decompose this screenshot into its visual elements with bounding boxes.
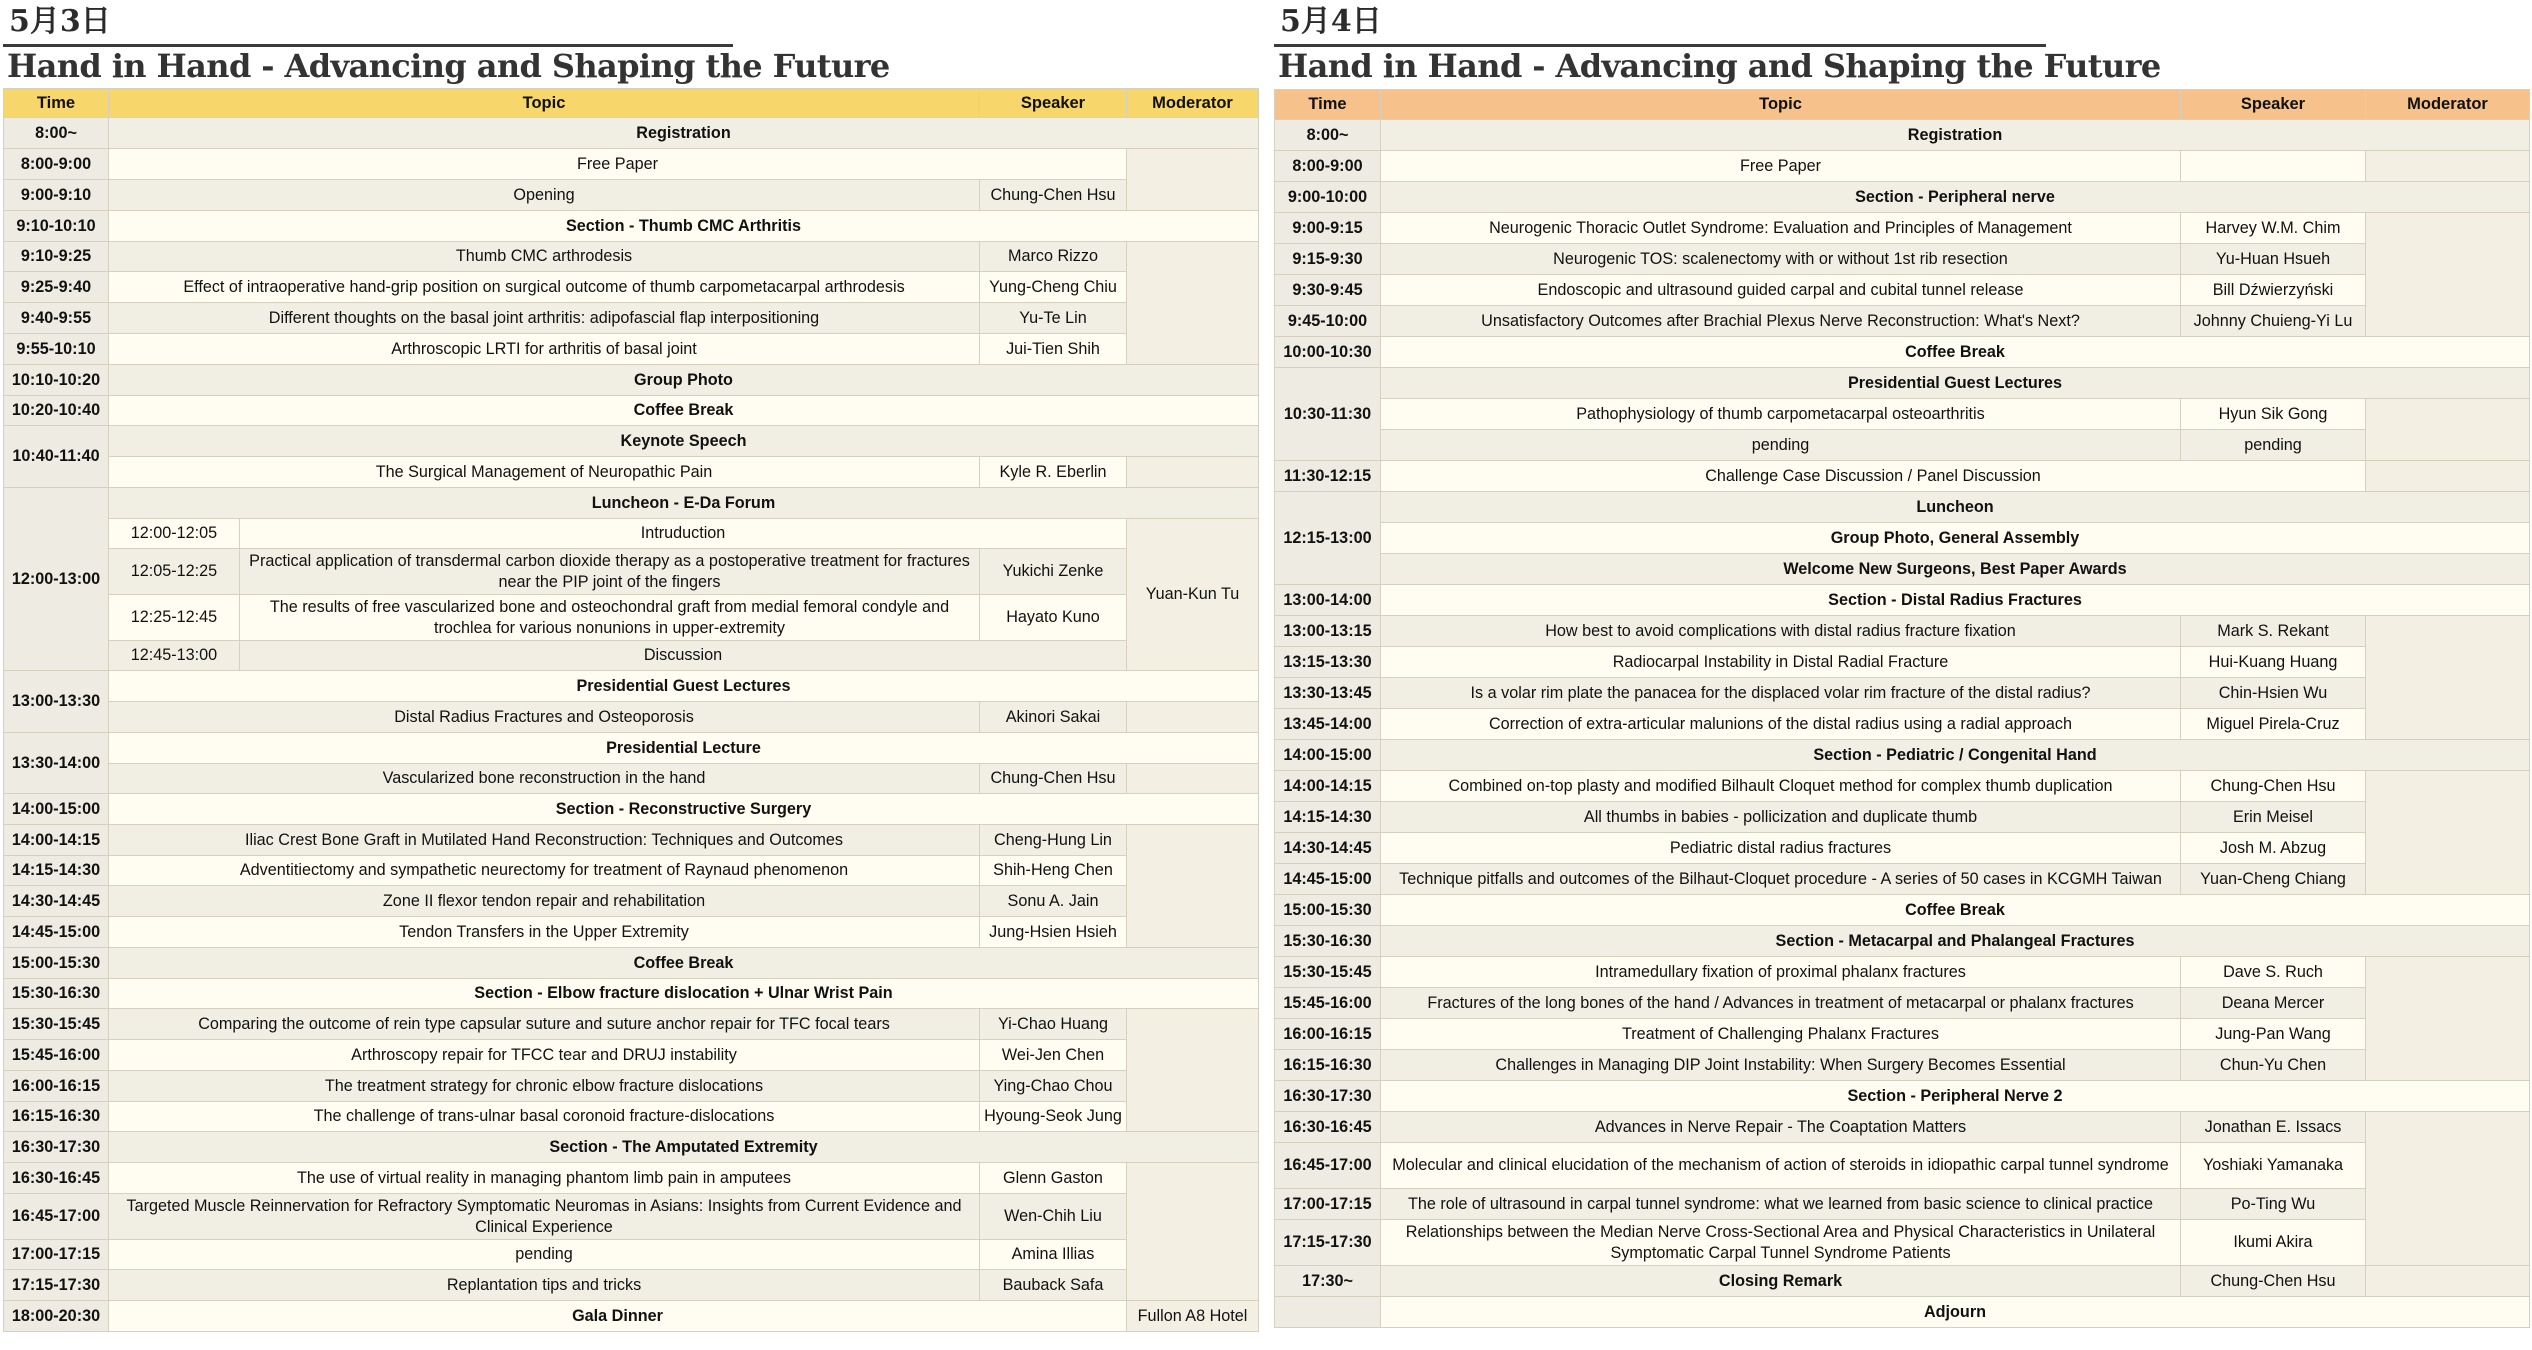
time-cell: 15:00-15:30 [1275,895,1381,926]
topic-cell: Pathophysiology of thumb carpometacarpal osteoarthritis [1381,399,2181,430]
moderator-cell [1127,242,1259,365]
topic-cell: Radiocarpal Instability in Distal Radial Fracture [1381,647,2181,678]
topic-cell: Treatment of Challenging Phalanx Fractures [1381,1019,2181,1050]
moderator-cell [1127,1163,1259,1301]
speaker-cell: Hyoung-Seok Jung [980,1102,1127,1132]
time-cell: 13:15-13:30 [1275,647,1381,678]
speaker-cell: Hyun Sik Gong [2181,399,2366,430]
speaker-cell: Harvey W.M. Chim [2181,213,2366,244]
topic-cell: Gala Dinner [109,1301,1127,1332]
topic-cell: The role of ultrasound in carpal tunnel syndrome: what we learned from basic science to clinical practice [1381,1189,2181,1220]
header-speaker: Speaker [980,89,1127,118]
time-cell: 15:45-16:00 [1275,988,1381,1019]
subtime-cell: 12:45-13:00 [109,641,240,671]
topic-cell: The challenge of trans-ulnar basal coronoid fracture-dislocations [109,1102,980,1132]
section-heading: Section - Distal Radius Fractures [1381,585,2530,616]
speaker-cell: Chun-Yu Chen [2181,1050,2366,1081]
time-cell: 13:30-14:00 [4,733,109,794]
topic-cell: Coffee Break [1381,337,2530,368]
header-moderator: Moderator [1127,89,1259,118]
time-cell: 14:30-14:45 [4,886,109,917]
time-cell: 14:00-14:15 [4,825,109,856]
time-cell: 15:45-16:00 [4,1040,109,1071]
speaker-cell: Dave S. Ruch [2181,957,2366,988]
topic-cell: Relationships between the Median Nerve Cross-Sectional Area and Physical Characteristics in Unilateral Symptomatic Carpal Tunnel Syndrome Patients [1381,1220,2181,1266]
time-cell: 14:45-15:00 [4,917,109,948]
time-cell: 17:15-17:30 [1275,1220,1381,1266]
topic-cell: Coffee Break [109,948,1259,979]
topic-cell: Fractures of the long bones of the hand / Advances in treatment of metacarpal or phalanx fractures [1381,988,2181,1019]
section-heading: Section - Pediatric / Congenital Hand [1381,740,2530,771]
speaker-cell: Bill Dźwierzyński [2181,275,2366,306]
time-cell: 10:30-11:30 [1275,368,1381,461]
time-cell: 13:45-14:00 [1275,709,1381,740]
topic-cell: Adventitiectomy and sympathetic neurectomy for treatment of Raynaud phenomenon [109,856,980,886]
topic-cell: Group Photo, General Assembly [1381,523,2530,554]
topic-cell: Is a volar rim plate the panacea for the displaced volar rim fracture of the distal radius? [1381,678,2181,709]
topic-cell: Endoscopic and ultrasound guided carpal and cubital tunnel release [1381,275,2181,306]
topic-cell: Replantation tips and tricks [109,1270,980,1301]
subtime-cell: 12:00-12:05 [109,519,240,549]
speaker-cell: Yu-Te Lin [980,303,1127,334]
moderator-cell [1127,1009,1259,1132]
header-moderator: Moderator [2366,90,2530,120]
speaker-cell: Ying-Chao Chou [980,1071,1127,1102]
time-cell: 13:30-13:45 [1275,678,1381,709]
time-cell: 16:00-16:15 [4,1071,109,1102]
time-cell: 16:30-16:45 [4,1163,109,1194]
time-cell: 16:15-16:30 [4,1102,109,1132]
time-cell: 17:00-17:15 [4,1240,109,1270]
day-1-table [3,88,1259,1332]
day-2-title: Hand in Hand - Advancing and Shaping the Future [1278,47,2161,85]
topic-cell: Zone II flexor tendon repair and rehabilitation [109,886,980,917]
moderator-cell [2366,213,2530,337]
topic-cell: Welcome New Surgeons, Best Paper Awards [1381,554,2530,585]
topic-cell: Targeted Muscle Reinnervation for Refractory Symptomatic Neuromas in Asians: Insights from Current Evidence and Clinical Experience [109,1194,980,1240]
section-heading: Section - Reconstructive Surgery [109,794,1259,825]
topic-cell: Arthroscopic LRTI for arthritis of basal joint [109,334,980,365]
moderator-cell [2366,771,2530,895]
section-heading: Section - Elbow fracture dislocation + Ulnar Wrist Pain [109,979,1259,1009]
time-cell: 15:30-15:45 [4,1009,109,1040]
topic-cell: How best to avoid complications with distal radius fracture fixation [1381,616,2181,647]
topic-cell: Coffee Break [109,396,1259,426]
subtime-cell: 12:25-12:45 [109,595,240,641]
speaker-cell: Wen-Chih Liu [980,1194,1127,1240]
section-heading: Section - Metacarpal and Phalangeal Fractures [1381,926,2530,957]
time-cell: 14:00-14:15 [1275,771,1381,802]
speaker-cell: Chung-Chen Hsu [2181,771,2366,802]
topic-cell: Vascularized bone reconstruction in the hand [109,764,980,794]
topic-cell: Group Photo [109,365,1259,396]
topic-cell: Combined on-top plasty and modified Bilhault Cloquet method for complex thumb duplication [1381,771,2181,802]
speaker-cell: Akinori Sakai [980,702,1127,733]
header-time: Time [1275,90,1381,120]
topic-cell: Pediatric distal radius fractures [1381,833,2181,864]
topic-cell: Advances in Nerve Repair - The Coaptation Matters [1381,1112,2181,1143]
speaker-cell: Yuan-Cheng Chiang [2181,864,2366,895]
time-cell: 13:00-13:15 [1275,616,1381,647]
time-cell: 9:10-10:10 [4,211,109,242]
moderator-cell [2366,957,2530,1081]
time-cell: 8:00~ [4,118,109,149]
moderator-cell [2366,461,2530,492]
topic-cell: Adjourn [1381,1297,2530,1328]
topic-cell: The results of free vascularized bone and osteochondral graft from medial femoral condyle and trochlea for various nonunions in upper-extremity [240,595,980,641]
time-cell: 14:15-14:30 [4,856,109,886]
time-cell: 12:15-13:00 [1275,492,1381,585]
speaker-cell: Hayato Kuno [980,595,1127,641]
topic-cell: Opening [109,180,980,211]
speaker-cell: Kyle R. Eberlin [980,457,1127,488]
time-cell: 14:30-14:45 [1275,833,1381,864]
time-cell: 9:00-10:00 [1275,182,1381,213]
time-cell: 10:00-10:30 [1275,337,1381,368]
time-cell: 16:45-17:00 [1275,1143,1381,1189]
speaker-cell: Ikumi Akira [2181,1220,2366,1266]
time-cell: 10:10-10:20 [4,365,109,396]
time-cell: 17:15-17:30 [4,1270,109,1301]
time-cell: 17:00-17:15 [1275,1189,1381,1220]
topic-cell: Thumb CMC arthrodesis [109,242,980,272]
speaker-cell: Chung-Chen Hsu [2181,1266,2366,1297]
speaker-cell: Jung-Hsien Hsieh [980,917,1127,948]
topic-cell: Luncheon [1381,492,2530,523]
speaker-cell: Chung-Chen Hsu [980,180,1127,211]
topic-cell: Free Paper [109,149,1127,180]
time-cell: 8:00~ [1275,120,1381,151]
moderator-cell [2366,1112,2530,1266]
speaker-cell: Yu-Huan Hsueh [2181,244,2366,275]
topic-cell: Arthroscopy repair for TFCC tear and DRUJ instability [109,1040,980,1071]
topic-cell: Intramedullary fixation of proximal phalanx fractures [1381,957,2181,988]
header-time: Time [4,89,109,118]
time-cell: 15:30-16:30 [1275,926,1381,957]
moderator-cell [2366,616,2530,740]
topic-cell: Different thoughts on the basal joint arthritis: adipofascial flap interpositioning [109,303,980,334]
section-heading: Presidential Lecture [109,733,1259,764]
time-cell: 16:45-17:00 [4,1194,109,1240]
topic-cell: All thumbs in babies - pollicization and duplicate thumb [1381,802,2181,833]
speaker-cell: Yung-Cheng Chiu [980,272,1127,303]
time-cell: 16:30-16:45 [1275,1112,1381,1143]
time-cell: 9:10-9:25 [4,242,109,272]
time-cell: 9:55-10:10 [4,334,109,365]
topic-cell: pending [1381,430,2181,461]
speaker-cell: Yi-Chao Huang [980,1009,1127,1040]
moderator-cell [1127,764,1259,794]
speaker-cell: Yoshiaki Yamanaka [2181,1143,2366,1189]
time-cell: 8:00-9:00 [4,149,109,180]
moderator-cell [2366,399,2530,461]
speaker-cell: Bauback Safa [980,1270,1127,1301]
speaker-cell: Jonathan E. Issacs [2181,1112,2366,1143]
topic-cell: Tendon Transfers in the Upper Extremity [109,917,980,948]
topic-cell: Distal Radius Fractures and Osteoporosis [109,702,980,733]
speaker-cell: Hui-Kuang Huang [2181,647,2366,678]
time-cell: 17:30~ [1275,1266,1381,1297]
time-cell: 16:30-17:30 [1275,1081,1381,1112]
time-cell: 9:30-9:45 [1275,275,1381,306]
topic-cell: Comparing the outcome of rein type capsular suture and suture anchor repair for TFC focal tears [109,1009,980,1040]
time-cell: 13:00-13:30 [4,671,109,733]
speaker-cell: Jung-Pan Wang [2181,1019,2366,1050]
speaker-cell: Po-Ting Wu [2181,1189,2366,1220]
topic-cell: The Surgical Management of Neuropathic Pain [109,457,980,488]
section-heading: Presidential Guest Lectures [1381,368,2530,399]
time-cell: 15:00-15:30 [4,948,109,979]
topic-cell: Closing Remark [1381,1266,2181,1297]
time-cell: 9:00-9:10 [4,180,109,211]
speaker-cell [2181,151,2366,182]
time-cell: 18:00-20:30 [4,1301,109,1332]
topic-cell: Challenges in Managing DIP Joint Instability: When Surgery Becomes Essential [1381,1050,2181,1081]
time-cell: 9:00-9:15 [1275,213,1381,244]
time-cell: 11:30-12:15 [1275,461,1381,492]
speaker-cell: Erin Meisel [2181,802,2366,833]
speaker-cell: pending [2181,430,2366,461]
time-cell: 15:30-16:30 [4,979,109,1009]
speaker-cell: Wei-Jen Chen [980,1040,1127,1071]
moderator-cell [1127,825,1259,948]
moderator-cell [1127,702,1259,733]
time-cell: 10:40-11:40 [4,426,109,488]
time-cell: 9:45-10:00 [1275,306,1381,337]
speaker-cell: Mark S. Rekant [2181,616,2366,647]
topic-cell: Challenge Case Discussion / Panel Discussion [1381,461,2366,492]
time-cell: 14:15-14:30 [1275,802,1381,833]
speaker-cell: Yukichi Zenke [980,549,1127,595]
topic-cell: Registration [109,118,1259,149]
topic-cell: Iliac Crest Bone Graft in Mutilated Hand Reconstruction: Techniques and Outcomes [109,825,980,856]
speaker-cell: Chin-Hsien Wu [2181,678,2366,709]
day-1-title: Hand in Hand - Advancing and Shaping the Future [7,47,890,85]
speaker-cell: Amina Illias [980,1240,1127,1270]
time-cell: 14:00-15:00 [4,794,109,825]
speaker-cell: Johnny Chuieng-Yi Lu [2181,306,2366,337]
section-heading: Presidential Guest Lectures [109,671,1259,702]
time-cell: 12:00-13:00 [4,488,109,671]
topic-cell: Practical application of transdermal carbon dioxide therapy as a postoperative treatment for fractures near the PIP joint of the fingers [240,549,980,595]
time-cell: 16:15-16:30 [1275,1050,1381,1081]
moderator-cell [2366,151,2530,182]
time-cell: 15:30-15:45 [1275,957,1381,988]
header-topic: Topic [109,89,980,118]
topic-cell: The use of virtual reality in managing phantom limb pain in amputees [109,1163,980,1194]
time-cell: 8:00-9:00 [1275,151,1381,182]
subtime-cell: 12:05-12:25 [109,549,240,595]
time-cell: 9:15-9:30 [1275,244,1381,275]
speaker-cell: Josh M. Abzug [2181,833,2366,864]
time-cell: 10:20-10:40 [4,396,109,426]
topic-cell: Correction of extra-articular malunions of the distal radius using a radial approach [1381,709,2181,740]
speaker-cell: Cheng-Hung Lin [980,825,1127,856]
time-cell: 9:25-9:40 [4,272,109,303]
speaker-cell: Marco Rizzo [980,242,1127,272]
topic-cell: Effect of intraoperative hand-grip position on surgical outcome of thumb carpometacarpal arthrodesis [109,272,980,303]
speaker-cell: Shih-Heng Chen [980,856,1127,886]
section-heading: Section - The Amputated Extremity [109,1132,1259,1163]
topic-cell: Free Paper [1381,151,2181,182]
header-topic: Topic [1381,90,2181,120]
speaker-cell: Jui-Tien Shih [980,334,1127,365]
section-heading: Section - Peripheral nerve [1381,182,2530,213]
topic-cell: Coffee Break [1381,895,2530,926]
day-1-date: 5月3日 [9,4,111,39]
day-2-table [1274,89,2530,1328]
topic-cell: Registration [1381,120,2530,151]
topic-cell: Unsatisfactory Outcomes after Brachial Plexus Nerve Reconstruction: What's Next? [1381,306,2181,337]
moderator-cell [2366,1266,2530,1297]
time-cell: 14:45-15:00 [1275,864,1381,895]
speaker-cell: Miguel Pirela-Cruz [2181,709,2366,740]
day-2-date: 5月4日 [1280,4,1382,39]
topic-cell: Intruduction [240,519,1127,549]
time-cell: 9:40-9:55 [4,303,109,334]
header-speaker: Speaker [2181,90,2366,120]
moderator-cell [1127,457,1259,488]
moderator-cell: Yuan-Kun Tu [1127,519,1259,671]
topic-cell: Neurogenic Thoracic Outlet Syndrome: Evaluation and Principles of Management [1381,213,2181,244]
speaker-cell: Deana Mercer [2181,988,2366,1019]
section-heading: Luncheon - E-Da Forum [109,488,1259,519]
topic-cell: Neurogenic TOS: scalenectomy with or without 1st rib resection [1381,244,2181,275]
time-cell: 16:00-16:15 [1275,1019,1381,1050]
time-cell: 16:30-17:30 [4,1132,109,1163]
section-heading: Section - Peripheral Nerve 2 [1381,1081,2530,1112]
topic-cell: Molecular and clinical elucidation of the mechanism of action of steroids in idiopathic carpal tunnel syndrome [1381,1143,2181,1189]
speaker-cell: Glenn Gaston [980,1163,1127,1194]
section-heading: Keynote Speech [109,426,1259,457]
topic-cell: pending [109,1240,980,1270]
topic-cell: The treatment strategy for chronic elbow fracture dislocations [109,1071,980,1102]
time-cell [1275,1297,1381,1328]
time-cell: 14:00-15:00 [1275,740,1381,771]
moderator-cell [1127,149,1259,211]
topic-cell: Discussion [240,641,1127,671]
topic-cell: Technique pitfalls and outcomes of the Bilhaut-Cloquet procedure - A series of 50 cases in KCGMH Taiwan [1381,864,2181,895]
speaker-cell: Chung-Chen Hsu [980,764,1127,794]
speaker-cell: Sonu A. Jain [980,886,1127,917]
time-cell: 13:00-14:00 [1275,585,1381,616]
moderator-cell: Fullon A8 Hotel [1127,1301,1259,1332]
section-heading: Section - Thumb CMC Arthritis [109,211,1259,242]
